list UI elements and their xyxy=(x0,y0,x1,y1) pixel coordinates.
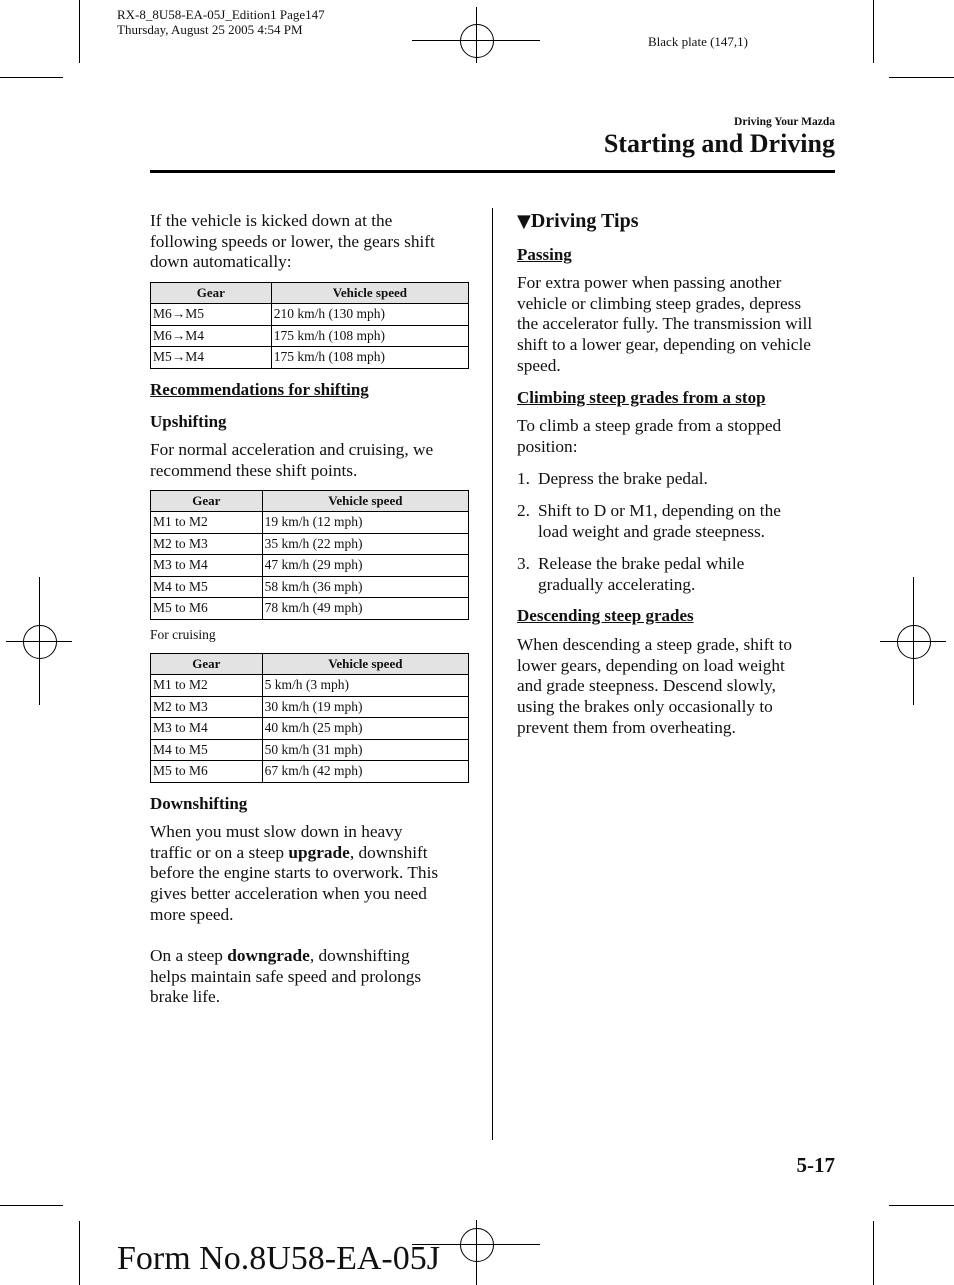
table-header-row xyxy=(151,283,469,304)
text-line: When you must slow down in heavy xyxy=(150,822,403,841)
driving-tips-title: Driving Tips xyxy=(530,210,639,232)
table-cell: 78 km/h (49 mph) xyxy=(262,598,468,620)
driving-tips-heading xyxy=(517,210,638,233)
text-line: position: xyxy=(517,436,578,456)
text-line: Depress the brake pedal. xyxy=(538,469,708,488)
text-line: down automatically: xyxy=(150,252,292,272)
table-cell: 35 km/h (22 mph) xyxy=(262,533,468,555)
table-row xyxy=(151,533,469,555)
step-number: 3. xyxy=(517,554,530,573)
descending-text xyxy=(517,635,847,739)
table-cell: M4 to M5 xyxy=(151,576,263,598)
table-row xyxy=(151,304,469,326)
upshifting-text xyxy=(150,440,480,481)
table-cell: M6→M5 xyxy=(151,304,272,326)
table-cell: M6→M4 xyxy=(151,325,272,347)
table-cell: M5→M4 xyxy=(151,347,272,369)
print-job-line-1: RX-8_8U58-EA-05J_Edition1 Page147 xyxy=(117,7,325,22)
text-line: For normal acceleration and cruising, we xyxy=(150,440,434,459)
print-job-line-2: Thursday, August 25 2005 4:54 PM xyxy=(117,22,303,37)
table-cell: 19 km/h (12 mph) xyxy=(262,512,468,534)
table-cell: M5 to M6 xyxy=(151,761,263,783)
text-line: When descending a steep grade, shift to xyxy=(517,635,792,654)
recommendations-heading: Recommendations for shifting xyxy=(150,380,369,399)
upshifting-heading: Upshifting xyxy=(150,412,227,431)
table-header: Vehicle speed xyxy=(262,654,468,675)
climbing-step-2 xyxy=(517,501,847,542)
form-number: Form No.8U58-EA-05J xyxy=(117,1240,440,1277)
table-header: Gear xyxy=(151,654,263,675)
bold-term: upgrade xyxy=(288,842,350,862)
table-row xyxy=(151,696,469,718)
table-cell: M1 to M2 xyxy=(151,675,263,697)
text-run: On a steep xyxy=(150,946,228,965)
text-line: speed. xyxy=(517,355,561,375)
table-cell: 210 km/h (130 mph) xyxy=(271,304,468,326)
table-cell: 175 km/h (108 mph) xyxy=(271,347,468,369)
table-cell: 175 km/h (108 mph) xyxy=(271,325,468,347)
triangle-down-icon: ▼ xyxy=(517,211,531,232)
step-number: 2. xyxy=(517,501,530,520)
passing-text xyxy=(517,273,847,377)
text-line: lower gears, depending on load weight xyxy=(517,655,785,675)
table-row xyxy=(151,576,469,598)
table-row xyxy=(151,761,469,783)
text-line: load weight and grade steepness. xyxy=(538,521,765,541)
kickdown-intro xyxy=(150,211,480,273)
table-header-row xyxy=(151,654,469,675)
kickdown-table xyxy=(150,282,469,369)
text-line: If the vehicle is kicked down at the xyxy=(150,211,393,230)
text-line: brake life. xyxy=(150,987,221,1007)
table-cell: M5 to M6 xyxy=(151,598,263,620)
text-line: Shift to D or M1, depending on the xyxy=(538,501,781,520)
table-header: Vehicle speed xyxy=(271,283,468,304)
text-line: To climb a steep grade from a stopped xyxy=(517,416,782,435)
cruising-shift-table xyxy=(150,653,469,783)
text-line: recommend these shift points. xyxy=(150,460,358,480)
passing-heading: Passing xyxy=(517,245,572,264)
acceleration-shift-table xyxy=(150,490,469,620)
table-cell: 58 km/h (36 mph) xyxy=(262,576,468,598)
text-run: traffic or on a steep xyxy=(150,842,289,862)
table-cell: M4 to M5 xyxy=(151,739,263,761)
text-line: following speeds or lower, the gears shift xyxy=(150,231,435,251)
step-number: 1. xyxy=(517,469,530,488)
table-header: Gear xyxy=(151,283,272,304)
text-line: and grade steepness. Descend slowly, xyxy=(517,676,776,696)
climbing-step-1 xyxy=(517,469,847,490)
text-line xyxy=(150,843,480,864)
table-cell: 67 km/h (42 mph) xyxy=(262,761,468,783)
table-cell: M2 to M3 xyxy=(151,533,263,555)
table-row xyxy=(151,675,469,697)
column-divider xyxy=(492,208,493,1140)
text-line: more speed. xyxy=(150,904,234,924)
text-line: vehicle or climbing steep grades, depress xyxy=(517,293,802,313)
text-line: gives better acceleration when you need xyxy=(150,884,427,904)
table-cell: 5 km/h (3 mph) xyxy=(262,675,468,697)
text-run: , downshifting xyxy=(309,946,410,965)
table-cell: M3 to M4 xyxy=(151,718,263,740)
text-line: using the brakes only occasionally to xyxy=(517,697,773,717)
text-line: shift to a lower gear, depending on vehicle xyxy=(517,335,811,355)
table-cell: 50 km/h (31 mph) xyxy=(262,739,468,761)
table-cell: 47 km/h (29 mph) xyxy=(262,555,468,577)
text-line: before the engine starts to overwork. This xyxy=(150,863,439,883)
table-header: Gear xyxy=(151,491,263,512)
downshifting-paragraph-1 xyxy=(150,822,480,926)
table-header: Vehicle speed xyxy=(262,491,468,512)
climbing-heading: Climbing steep grades from a stop xyxy=(517,388,766,407)
text-line: the accelerator fully. The transmission will xyxy=(517,314,813,334)
cruising-label: For cruising xyxy=(150,627,216,642)
bold-term: downgrade xyxy=(227,946,310,965)
section-label: Driving Your Mazda xyxy=(734,116,835,128)
page-number: 5-17 xyxy=(796,1153,835,1177)
text-line: prevent them from overheating. xyxy=(517,717,736,737)
text-line: For extra power when passing another xyxy=(517,273,782,292)
downshifting-paragraph-2 xyxy=(150,946,480,1008)
climbing-intro xyxy=(517,416,847,457)
table-row xyxy=(151,512,469,534)
table-cell: M2 to M3 xyxy=(151,696,263,718)
text-line: Release the brake pedal while xyxy=(538,554,745,573)
text-line: gradually accelerating. xyxy=(538,574,696,594)
table-row xyxy=(151,325,469,347)
table-row xyxy=(151,555,469,577)
text-line: helps maintain safe speed and prolongs xyxy=(150,966,422,986)
text-line xyxy=(150,946,480,967)
plate-label: Black plate (147,1) xyxy=(648,34,748,49)
descending-heading: Descending steep grades xyxy=(517,606,694,625)
table-row xyxy=(151,739,469,761)
table-header-row xyxy=(151,491,469,512)
text-run: , downshift xyxy=(349,842,428,862)
table-cell: 40 km/h (25 mph) xyxy=(262,718,468,740)
print-job-info xyxy=(117,7,325,37)
table-row xyxy=(151,718,469,740)
page-title: Starting and Driving xyxy=(603,129,835,158)
table-row xyxy=(151,347,469,369)
table-row xyxy=(151,598,469,620)
downshifting-heading: Downshifting xyxy=(150,794,248,813)
table-cell: M3 to M4 xyxy=(151,555,263,577)
table-cell: M1 to M2 xyxy=(151,512,263,534)
table-cell: 30 km/h (19 mph) xyxy=(262,696,468,718)
title-rule xyxy=(150,170,835,173)
climbing-step-3 xyxy=(517,554,847,595)
